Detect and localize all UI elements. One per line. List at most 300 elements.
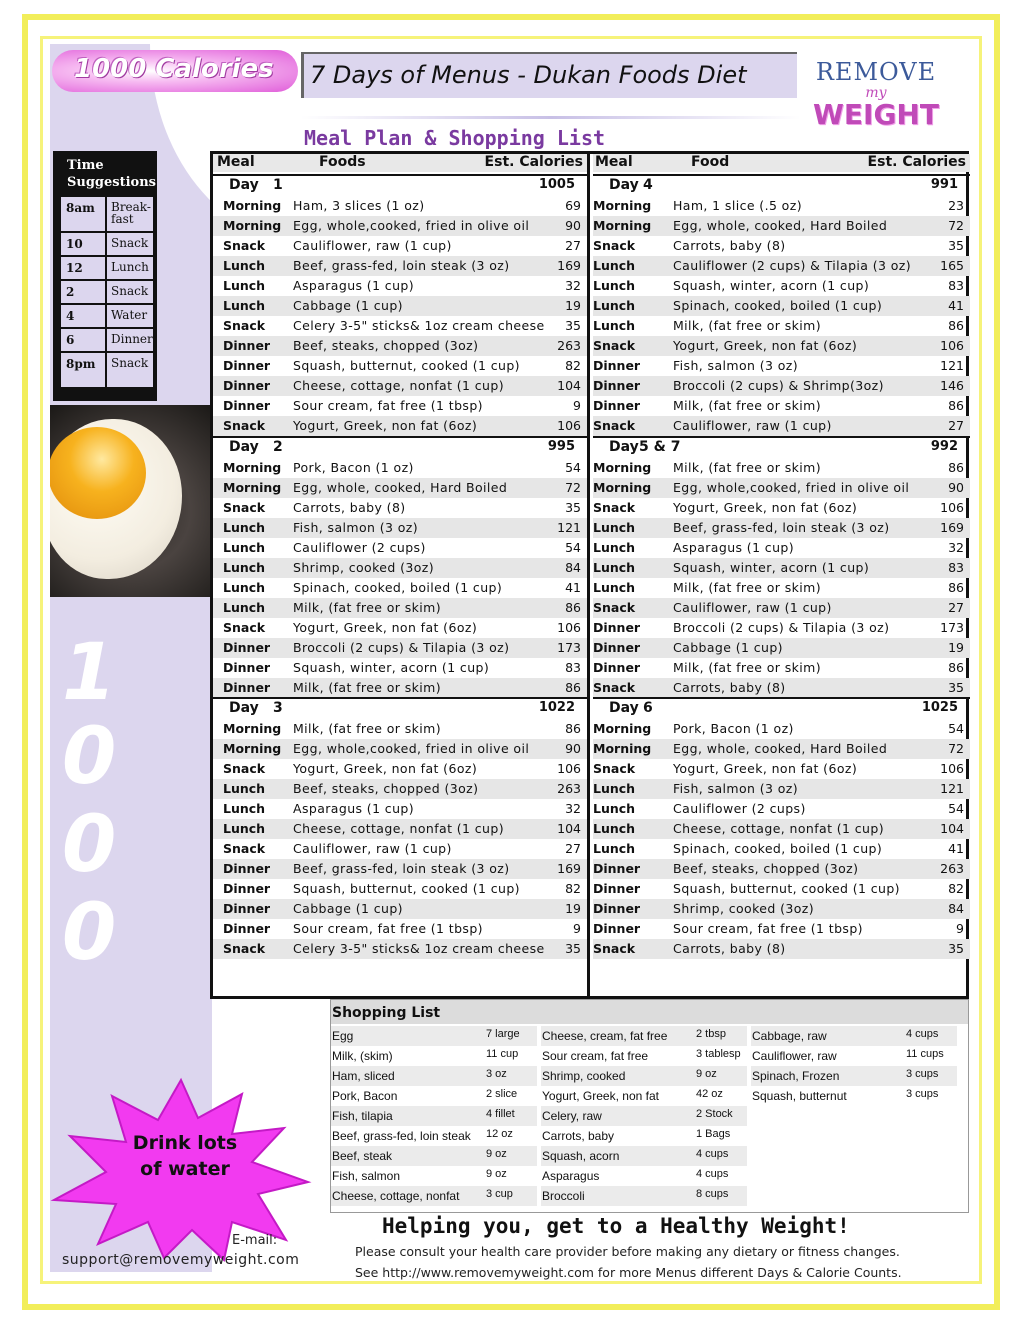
meal-type: Lunch (593, 298, 636, 313)
header-calories: Est. Calories (867, 154, 966, 170)
shopping-item-qty: 9 oz (696, 1068, 717, 1080)
calorie-value: 106 (557, 620, 581, 635)
logo-line-3: WEIGHT (813, 98, 939, 131)
meal-row (213, 658, 587, 678)
time-value: 8am (66, 201, 95, 215)
side-number-digit: 0 (62, 712, 117, 802)
shopping-item-name: Fish, salmon (332, 1169, 401, 1183)
shopping-item-qty: 3 cup (486, 1188, 513, 1200)
meal-type: Snack (223, 500, 266, 515)
food-item: Squash, butternut, cooked (1 cup) (673, 881, 900, 896)
day-number: 6 (643, 700, 653, 716)
food-item: Asparagus (1 cup) (293, 801, 415, 816)
time-meal: Water (111, 308, 148, 322)
food-item: Yogurt, Greek, non fat (6oz) (673, 761, 858, 776)
meal-row (593, 276, 970, 296)
food-item: Egg, whole,cooked, fried in olive oil (673, 480, 910, 495)
brand-logo (808, 58, 944, 142)
day-label: Day (609, 700, 639, 716)
calorie-value: 41 (948, 298, 964, 313)
calorie-value: 19 (948, 640, 964, 655)
calorie-value: 41 (948, 841, 964, 856)
shopping-item-name: Cabbage, raw (752, 1029, 827, 1043)
shopping-list (330, 999, 969, 1213)
calorie-value: 263 (557, 338, 581, 353)
calorie-value: 23 (948, 198, 964, 213)
time-divider (105, 257, 107, 279)
meal-type: Snack (593, 680, 636, 695)
meal-row (213, 518, 587, 538)
meal-row (213, 396, 587, 416)
drink-water-callout (110, 1130, 260, 1182)
day-number: 3 (273, 700, 283, 716)
time-value: 4 (66, 309, 75, 323)
meal-type: Morning (593, 460, 652, 475)
time-divider (105, 197, 107, 231)
meal-type: Dinner (593, 620, 641, 635)
meal-row (213, 538, 587, 558)
calorie-value: 27 (565, 238, 581, 253)
meal-row (213, 719, 587, 739)
header-meal: Meal (595, 154, 633, 170)
food-item: Carrots, baby (8) (293, 500, 406, 515)
food-item: Cabbage (1 cup) (293, 901, 403, 916)
meal-type: Lunch (223, 821, 266, 836)
shopping-item-name: Cheese, cottage, nonfat (332, 1189, 460, 1203)
meal-row (213, 759, 587, 779)
side-number-digit: 1 (62, 628, 117, 718)
day-total: 1005 (538, 177, 575, 192)
calorie-value: 35 (565, 941, 581, 956)
food-item: Milk, (fat free or skim) (293, 600, 441, 615)
header-foods: Foods (319, 154, 366, 170)
email-link[interactable]: support@removemyweight.com (62, 1252, 300, 1268)
time-title-line-1: Time (67, 158, 104, 173)
shopping-item-qty: 7 large (486, 1028, 520, 1040)
shopping-item-qty: 2 Stock (696, 1108, 733, 1120)
meal-row (593, 919, 970, 939)
food-item: Asparagus (1 cup) (673, 540, 795, 555)
meal-row (213, 799, 587, 819)
food-item: Cabbage (1 cup) (293, 298, 403, 313)
food-item: Egg, whole, cooked, Hard Boiled (673, 218, 888, 233)
food-item: Cauliflower (2 cups) & Tilapia (3 oz) (673, 258, 912, 273)
day-label: Day (229, 700, 259, 716)
calorie-value: 83 (565, 660, 581, 675)
food-item: Fish, salmon (3 oz) (293, 520, 418, 535)
meal-row (213, 598, 587, 618)
day-number: 2 (273, 439, 283, 455)
meal-row (213, 638, 587, 658)
meal-row (213, 618, 587, 638)
day-total: 995 (547, 439, 575, 454)
day-heading (213, 697, 587, 717)
food-item: Milk, (fat free or skim) (673, 318, 821, 333)
meal-row (593, 478, 970, 498)
meal-row (593, 356, 970, 376)
shopping-item-qty: 3 cups (906, 1068, 939, 1080)
calorie-value: 54 (948, 721, 964, 736)
calorie-value: 263 (940, 861, 964, 876)
email-label: E-mail: (232, 1233, 278, 1248)
callout-line-2: of water (140, 1158, 230, 1180)
food-item: Broccoli (2 cups) & Tilapia (3 oz) (293, 640, 510, 655)
meal-row (213, 196, 587, 216)
meal-plan-table (210, 151, 969, 999)
meal-type: Dinner (223, 358, 271, 373)
shopping-item-qty: 9 oz (486, 1148, 507, 1160)
meal-row (213, 216, 587, 236)
food-item: Milk, (fat free or skim) (293, 680, 441, 695)
calorie-value: 84 (565, 560, 581, 575)
shopping-item-name: Pork, Bacon (332, 1089, 398, 1103)
meal-type: Lunch (593, 520, 636, 535)
day-total: 1022 (538, 700, 575, 715)
meal-type: Lunch (593, 580, 636, 595)
title-underline (301, 116, 801, 119)
calorie-value: 86 (948, 460, 964, 475)
meal-type: Morning (593, 198, 652, 213)
shopping-item (331, 1066, 537, 1086)
meal-type: Lunch (593, 821, 636, 836)
shopping-item-name: Fish, tilapia (332, 1109, 393, 1123)
shopping-item-qty: 4 cups (906, 1028, 939, 1040)
meal-row (213, 316, 587, 336)
meal-type: Lunch (223, 580, 266, 595)
shopping-item (331, 1086, 537, 1106)
shopping-item (331, 1146, 537, 1166)
calorie-value: 41 (565, 580, 581, 595)
meal-type: Lunch (593, 560, 636, 575)
egg-yolk (50, 427, 146, 519)
food-item: Milk, (fat free or skim) (293, 721, 441, 736)
meal-type: Dinner (223, 378, 271, 393)
day-heading (593, 174, 970, 194)
meal-row (213, 336, 587, 356)
shopping-item-qty: 12 oz (486, 1128, 513, 1140)
time-suggestions-box (53, 151, 157, 401)
meal-type: Lunch (223, 600, 266, 615)
meal-type: Lunch (593, 258, 636, 273)
page-subtitle: Meal Plan & Shopping List (304, 126, 606, 150)
calorie-value: 86 (565, 600, 581, 615)
calorie-value: 35 (948, 238, 964, 253)
day-number: 1 (273, 177, 283, 193)
time-title-line-2: Suggestions (67, 175, 156, 190)
meal-row (593, 759, 970, 779)
food-item: Sour cream, fat free (1 tbsp) (293, 921, 483, 936)
shopping-item-name: Egg (332, 1029, 354, 1043)
calorie-value: 121 (940, 358, 964, 373)
time-meal: Dinner (111, 332, 153, 346)
time-row (61, 281, 153, 305)
meal-row (593, 538, 970, 558)
meal-type: Dinner (223, 921, 271, 936)
shopping-item-qty: 8 cups (696, 1188, 729, 1200)
meal-type: Snack (593, 600, 636, 615)
meal-row (213, 376, 587, 396)
footer-tagline: Helping you, get to a Healthy Weight! (382, 1214, 850, 1238)
meal-type: Lunch (223, 560, 266, 575)
meal-type: Lunch (593, 781, 636, 796)
meal-row (593, 879, 970, 899)
day-total: 991 (930, 177, 958, 192)
food-item: Ham, 3 slices (1 oz) (293, 198, 425, 213)
meal-row (213, 416, 587, 436)
time-meal: Snack (111, 284, 149, 298)
shopping-item (541, 1106, 747, 1126)
time-meal: Break-fast (111, 200, 151, 226)
day-heading (593, 436, 970, 456)
meal-type: Dinner (223, 338, 271, 353)
column-header-right (593, 154, 970, 172)
meal-row (593, 216, 970, 236)
shopping-item-name: Cauliflower, raw (752, 1049, 837, 1063)
meal-row (213, 478, 587, 498)
shopping-item (751, 1026, 957, 1046)
meal-row (593, 256, 970, 276)
meal-type: Snack (593, 238, 636, 253)
food-item: Carrots, baby (8) (673, 238, 786, 253)
food-item: Cheese, cottage, nonfat (1 cup) (673, 821, 884, 836)
food-item: Ham, 1 slice (.5 oz) (673, 198, 802, 213)
meal-type: Lunch (223, 781, 266, 796)
meal-type: Morning (593, 218, 652, 233)
side-number-digit: 0 (62, 888, 117, 978)
calorie-value: 106 (940, 500, 964, 515)
calorie-value: 169 (557, 861, 581, 876)
calorie-value: 106 (940, 761, 964, 776)
time-suggestions-title (67, 157, 156, 191)
calorie-value: 86 (565, 721, 581, 736)
meal-row (213, 939, 587, 959)
food-item: Fish, salmon (3 oz) (673, 781, 798, 796)
shopping-item-qty: 42 oz (696, 1088, 723, 1100)
shopping-item-qty: 4 cups (696, 1168, 729, 1180)
time-row (61, 329, 153, 353)
food-item: Carrots, baby (8) (673, 941, 786, 956)
shopping-item (541, 1146, 747, 1166)
food-item: Cheese, cottage, nonfat (1 cup) (293, 378, 504, 393)
shopping-item-qty: 3 cups (906, 1088, 939, 1100)
header-meal: Meal (217, 154, 255, 170)
meal-row (593, 719, 970, 739)
meal-type: Dinner (593, 398, 641, 413)
meal-type: Dinner (593, 921, 641, 936)
meal-type: Dinner (593, 861, 641, 876)
calorie-value: 169 (557, 258, 581, 273)
time-divider (105, 281, 107, 303)
meal-type: Lunch (223, 258, 266, 273)
meal-row (593, 779, 970, 799)
shopping-item-name: Ham, sliced (332, 1069, 395, 1083)
shopping-item-qty: 2 tbsp (696, 1028, 726, 1040)
time-row (61, 305, 153, 329)
calorie-value: 32 (565, 801, 581, 816)
meal-type: Dinner (593, 378, 641, 393)
calorie-value: 86 (948, 580, 964, 595)
time-row (61, 353, 153, 389)
food-item: Cauliflower, raw (1 cup) (293, 238, 452, 253)
calorie-value: 83 (948, 278, 964, 293)
time-divider (105, 329, 107, 351)
calories-badge (52, 50, 298, 92)
shopping-item (751, 1086, 957, 1106)
meal-type: Dinner (223, 861, 271, 876)
meal-type: Dinner (593, 640, 641, 655)
meal-type: Snack (593, 338, 636, 353)
meal-row (213, 296, 587, 316)
time-value: 12 (66, 261, 83, 275)
food-item: Sour cream, fat free (1 tbsp) (293, 398, 483, 413)
meal-row (593, 859, 970, 879)
meal-row (593, 819, 970, 839)
time-meal: Lunch (111, 260, 149, 274)
meal-row (213, 558, 587, 578)
calorie-value: 69 (565, 198, 581, 213)
meal-type: Morning (593, 721, 652, 736)
food-item: Shrimp, cooked (3oz) (293, 560, 435, 575)
calorie-value: 83 (948, 560, 964, 575)
calorie-value: 35 (948, 680, 964, 695)
meal-row (593, 598, 970, 618)
shopping-item-qty: 4 fillet (486, 1108, 515, 1120)
food-item: Squash, winter, acorn (1 cup) (293, 660, 490, 675)
meal-type: Lunch (223, 520, 266, 535)
calorie-value: 86 (948, 398, 964, 413)
calorie-value: 173 (557, 640, 581, 655)
food-item: Egg, whole,cooked, fried in olive oil (293, 218, 530, 233)
meal-type: Dinner (593, 881, 641, 896)
calorie-value: 104 (940, 821, 964, 836)
time-row (61, 257, 153, 281)
meal-type: Snack (223, 418, 266, 433)
calorie-value: 106 (557, 761, 581, 776)
food-item: Egg, whole,cooked, fried in olive oil (293, 741, 530, 756)
time-divider (105, 233, 107, 255)
shopping-item (541, 1186, 747, 1206)
calorie-value: 19 (565, 901, 581, 916)
meal-row (213, 458, 587, 478)
shopping-item-qty: 4 cups (696, 1148, 729, 1160)
calorie-value: 121 (940, 781, 964, 796)
time-value: 6 (66, 333, 75, 347)
header-calories: Est. Calories (484, 154, 583, 170)
time-rows (61, 197, 153, 389)
food-item: Cauliflower (2 cups) (293, 540, 426, 555)
meal-type: Morning (593, 741, 652, 756)
meal-type: Snack (223, 620, 266, 635)
food-item: Egg, whole, cooked, Hard Boiled (293, 480, 508, 495)
meal-row (213, 819, 587, 839)
meal-type: Lunch (593, 540, 636, 555)
callout-line-1: Drink lots (132, 1132, 238, 1154)
meal-type: Snack (593, 418, 636, 433)
calorie-value: 32 (565, 278, 581, 293)
food-item: Milk, (fat free or skim) (673, 580, 821, 595)
meal-row (213, 859, 587, 879)
food-item: Cheese, cottage, nonfat (1 cup) (293, 821, 504, 836)
time-row (61, 197, 153, 233)
meal-row (213, 919, 587, 939)
shopping-item (331, 1166, 537, 1186)
meal-row (213, 899, 587, 919)
shopping-item-name: Carrots, baby (542, 1129, 615, 1143)
food-item: Pork, Bacon (1 oz) (673, 721, 794, 736)
day-label: Day (229, 439, 259, 455)
meal-row (593, 518, 970, 538)
food-item: Broccoli (2 cups) & Tilapia (3 oz) (673, 620, 890, 635)
meal-type: Lunch (223, 298, 266, 313)
meal-row (593, 396, 970, 416)
food-item: Celery 3-5" sticks& 1oz cream cheese (293, 941, 545, 956)
meal-type: Snack (593, 941, 636, 956)
shopping-item-qty: 9 oz (486, 1168, 507, 1180)
calorie-value: 35 (565, 318, 581, 333)
shopping-item-name: Shrimp, cooked (542, 1069, 626, 1083)
food-item: Carrots, baby (8) (673, 680, 786, 695)
meal-type: Morning (223, 721, 282, 736)
meal-type: Snack (223, 238, 266, 253)
shopping-item-name: Broccoli (542, 1189, 585, 1203)
food-item: Cauliflower (2 cups) (673, 801, 806, 816)
day-heading (213, 174, 587, 194)
meal-row (213, 839, 587, 859)
food-item: Cabbage (1 cup) (673, 640, 783, 655)
meal-type: Dinner (593, 901, 641, 916)
shopping-item (751, 1046, 957, 1066)
calorie-value: 90 (565, 218, 581, 233)
shopping-item-name: Milk, (skim) (332, 1049, 393, 1063)
calorie-value: 72 (565, 480, 581, 495)
food-item: Squash, winter, acorn (1 cup) (673, 560, 870, 575)
food-item: Beef, steaks, chopped (3oz) (293, 781, 479, 796)
shopping-item (541, 1166, 747, 1186)
meal-type: Snack (593, 761, 636, 776)
meal-row (593, 236, 970, 256)
fried-egg-photo (50, 405, 212, 597)
logo-line-1: REMOVE (815, 58, 937, 86)
meal-type: Dinner (223, 901, 271, 916)
shopping-item (541, 1126, 747, 1146)
food-item: Milk, (fat free or skim) (673, 460, 821, 475)
food-item: Yogurt, Greek, non fat (6oz) (293, 761, 478, 776)
calorie-value: 27 (948, 418, 964, 433)
shopping-item-qty: 11 cups (906, 1048, 944, 1060)
shopping-item-name: Asparagus (542, 1169, 600, 1183)
meal-type: Morning (223, 198, 282, 213)
calorie-value: 86 (948, 318, 964, 333)
shopping-item-name: Cheese, cream, fat free (542, 1029, 668, 1043)
shopping-item-qty: 2 slice (486, 1088, 518, 1100)
food-item: Squash, butternut, cooked (1 cup) (293, 358, 520, 373)
calorie-value: 165 (940, 258, 964, 273)
day-label: Day (229, 177, 259, 193)
meal-row (213, 879, 587, 899)
time-value: 2 (66, 285, 75, 299)
meal-row (593, 558, 970, 578)
time-meal: Snack (111, 356, 149, 370)
calorie-value: 35 (565, 500, 581, 515)
meal-type: Lunch (223, 801, 266, 816)
calorie-value: 86 (565, 680, 581, 695)
shopping-item (331, 1106, 537, 1126)
footer-note-1: Please consult your health care provider before making any dietary or fitness changes. (355, 1244, 900, 1259)
meal-row (213, 276, 587, 296)
calorie-value: 90 (948, 480, 964, 495)
day-number: 4 (643, 177, 653, 193)
meal-type: Dinner (223, 660, 271, 675)
